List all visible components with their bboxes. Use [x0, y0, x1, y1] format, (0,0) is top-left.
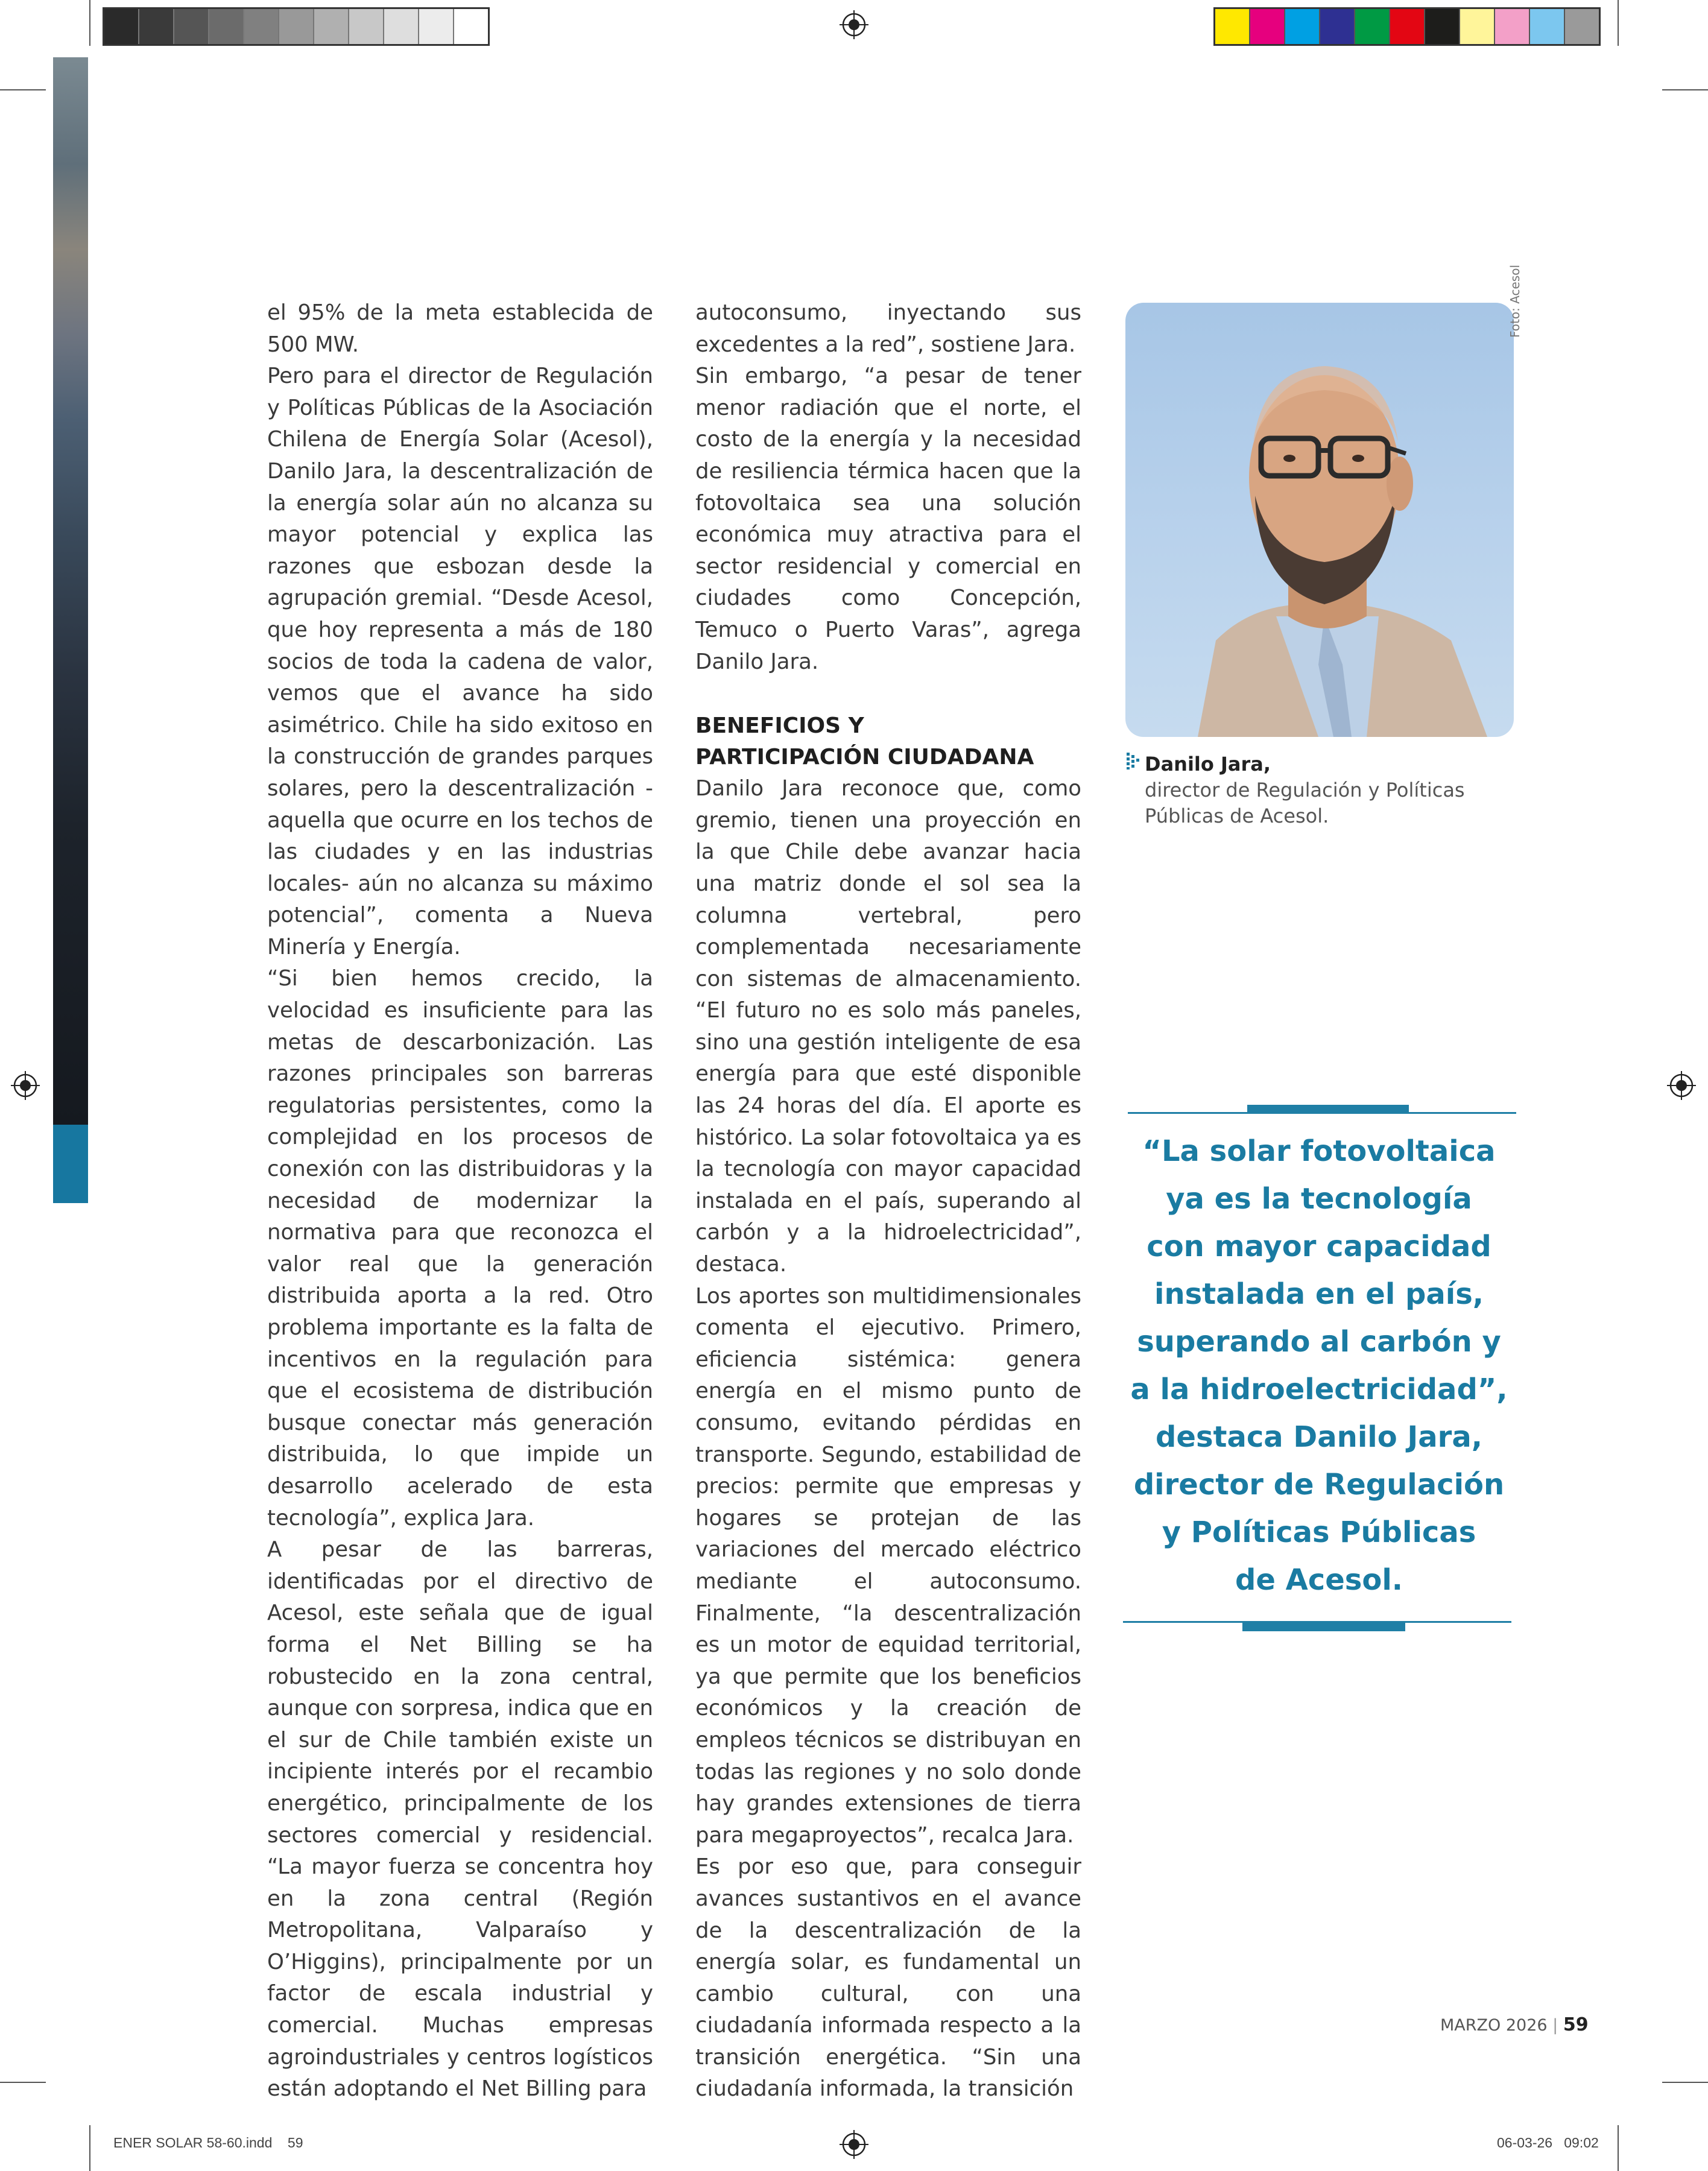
- slug-filename: ENER SOLAR 58-60.indd: [113, 2135, 273, 2150]
- quote-line: de Acesol.: [1235, 1563, 1403, 1597]
- slug-date: 06-03-26: [1497, 2135, 1553, 2150]
- caption-marker-icon: [1127, 753, 1141, 769]
- slug-timestamp: [1497, 2135, 1599, 2151]
- crop-mark: [1618, 2125, 1619, 2171]
- quote-line: director de Regulación: [1133, 1468, 1505, 1502]
- paragraph: Sin embargo, “a pesar de tener menor radiación que el norte, el costo de la energía y la necesidad de resiliencia térmica hacen que la fotovoltaica sea una solución económica muy atractiva para el sector residencial y comercial en ciudades como Concepción, Temuco o Puerto Varas”, agrega Danilo Jara.: [695, 364, 1081, 674]
- registration-mark-icon: [838, 2129, 870, 2160]
- side-accent-strip: [53, 1125, 88, 1203]
- subheading-line: BENEFICIOS Y: [695, 713, 864, 739]
- page-folio: MARZO 2026 | 59: [1440, 2014, 1589, 2035]
- crop-mark: [0, 89, 46, 90]
- registration-mark-icon: [10, 1070, 41, 1101]
- registration-mark-icon: [838, 9, 870, 40]
- side-photo-strip: [53, 57, 88, 1125]
- paragraph: Es por eso que, para conseguir avances sustantivos en el avance de la descentralización de la energía solar, es fundamental un cambio cultural, con una ciudadanía informada respecto a la transición energética. “Sin una ciudadanía informada, la transición: [695, 1854, 1081, 2102]
- crop-mark: [1662, 2082, 1708, 2083]
- paragraph: A pesar de las barreras, identificadas por el directivo de Acesol, este señala que de igual forma el Net Billing se ha robustecido en la zona central, aunque con sorpresa, indica que en el sur de Chile también existe un incipiente interés por el recambio energético, principalmente de los sectores comercial y residencial. “La mayor fuerza se concentra hoy en la zona central (Región Metropolitana, Valparaíso y O’Higgins), principalmente por un factor de escala industrial y comercial. Muchas empresas agroindustriales y centros logísticos están adoptando el Net Billing para: [267, 1537, 653, 2102]
- section-subheading: [695, 710, 1081, 773]
- page-number: 59: [1563, 2014, 1589, 2035]
- color-swatch-bar: [1213, 7, 1601, 46]
- crop-mark: [0, 2082, 46, 2083]
- subheading-line: PARTICIPACIÓN CIUDADANA: [695, 745, 1034, 770]
- quote-line: ya es la tecnología: [1166, 1182, 1472, 1216]
- slug-file-info: [113, 2135, 303, 2151]
- caption-role: director de Regulación y Políticas Públicas de Acesol.: [1145, 779, 1465, 827]
- quote-line: y Políticas Públicas: [1162, 1515, 1476, 1549]
- paragraph: el 95% de la meta establecida de 500 MW.: [267, 300, 653, 357]
- crop-mark: [1662, 89, 1708, 90]
- paragraph: autoconsumo, inyectando sus excedentes a la red”, sostiene Jara.: [695, 300, 1081, 357]
- photo-caption: [1145, 751, 1514, 829]
- portrait-photo: [1125, 303, 1514, 737]
- quote-line: instalada en el país,: [1154, 1277, 1484, 1311]
- crop-mark: [1618, 0, 1619, 46]
- paragraph: Los aportes son multidimensionales comenta el ejecutivo. Primero, eficiencia sistémica: genera energía en el mismo punto de consumo, evitando pérdidas en transporte. Segundo, estabilidad de precios: permite que empresas y hogares se protejan de las variaciones del mercado eléctrico mediante el autoconsumo. Finalmente, “la descentralización es un motor de equidad territorial, ya que permite que los beneficios económicos y la creación de empleos técnicos se distribuyan en todas las regiones y no solo donde hay grandes extensiones de tierra para megaproyectos”, recalca Jara.: [695, 1283, 1081, 1848]
- photo-credit: Foto: Acesol: [1508, 264, 1522, 338]
- grayscale-bar: [103, 7, 490, 46]
- article-column-1: [267, 297, 653, 2105]
- pull-quote: [1129, 1128, 1509, 1604]
- quote-bottom-bar: [1242, 1623, 1405, 1631]
- registration-mark-icon: [1666, 1070, 1697, 1101]
- portrait-illustration: [1125, 303, 1514, 737]
- quote-line: destaca Danilo Jara,: [1156, 1420, 1482, 1454]
- quote-line: a la hidroelectricidad”,: [1130, 1373, 1508, 1406]
- quote-line: con mayor capacidad: [1147, 1230, 1491, 1263]
- article-column-2: [695, 297, 1081, 2105]
- quote-line: superando al carbón y: [1137, 1325, 1501, 1359]
- slug-file-page: 59: [287, 2135, 303, 2150]
- quote-top-rule: [1128, 1112, 1516, 1114]
- caption-name: Danilo Jara,: [1145, 753, 1271, 776]
- paragraph: Pero para el director de Regulación y Políticas Públicas de la Asociación Chilena de Energía Solar (Acesol), Danilo Jara, la descentralización de la energía solar aún no alcanza su mayor potencial y explica las razones que esbozan desde la agrupación gremial. “Desde Acesol, que hoy representa a más de 180 socios de toda la cadena de valor, vemos que el avance ha sido asimétrico. Chile ha sido exitoso en la construcción de grandes parques solares, pero la descentralización -aquella que ocurre en los techos de las ciudades y en las industrias locales- aún no alcanza su máximo potencial”, comenta a Nueva Minería y Energía.: [267, 364, 653, 959]
- crop-mark: [89, 2125, 90, 2171]
- paragraph: “Si bien hemos crecido, la velocidad es insuficiente para las metas de descarbonización. Las razones principales son barreras regulatorias persistentes, como la complejidad en los procesos de conexión con las distribuidoras y la necesidad de modernizar la normativa para que reconozca el valor real que la generación distribuida aporta a la red. Otro problema importante es la falta de incentivos en la regulación para que el ecosistema de distribución busque conectar más generación distribuida, lo que impide un desarrollo acelerado de esta tecnología”, explica Jara.: [267, 966, 653, 1531]
- paragraph: Danilo Jara reconoce que, como gremio, tienen una proyección en la que Chile debe avanzar hacia una matriz donde el sol sea la columna vertebral, pero complementada necesariamente con sistemas de almacenamiento. “El futuro no es solo más paneles, sino una gestión inteligente de esa energía para que esté disponible las 24 horas del día. El aporte es histórico. La solar fotovoltaica ya es la tecnología con mayor capacidad instalada en el país, superando al carbón y a la hidroelectricidad”, destaca.: [695, 776, 1081, 1277]
- slug-time: 09:02: [1564, 2135, 1599, 2150]
- quote-line: “La solar fotovoltaica: [1142, 1134, 1496, 1168]
- crop-mark: [89, 0, 90, 46]
- issue-date: MARZO 2026: [1440, 2016, 1548, 2035]
